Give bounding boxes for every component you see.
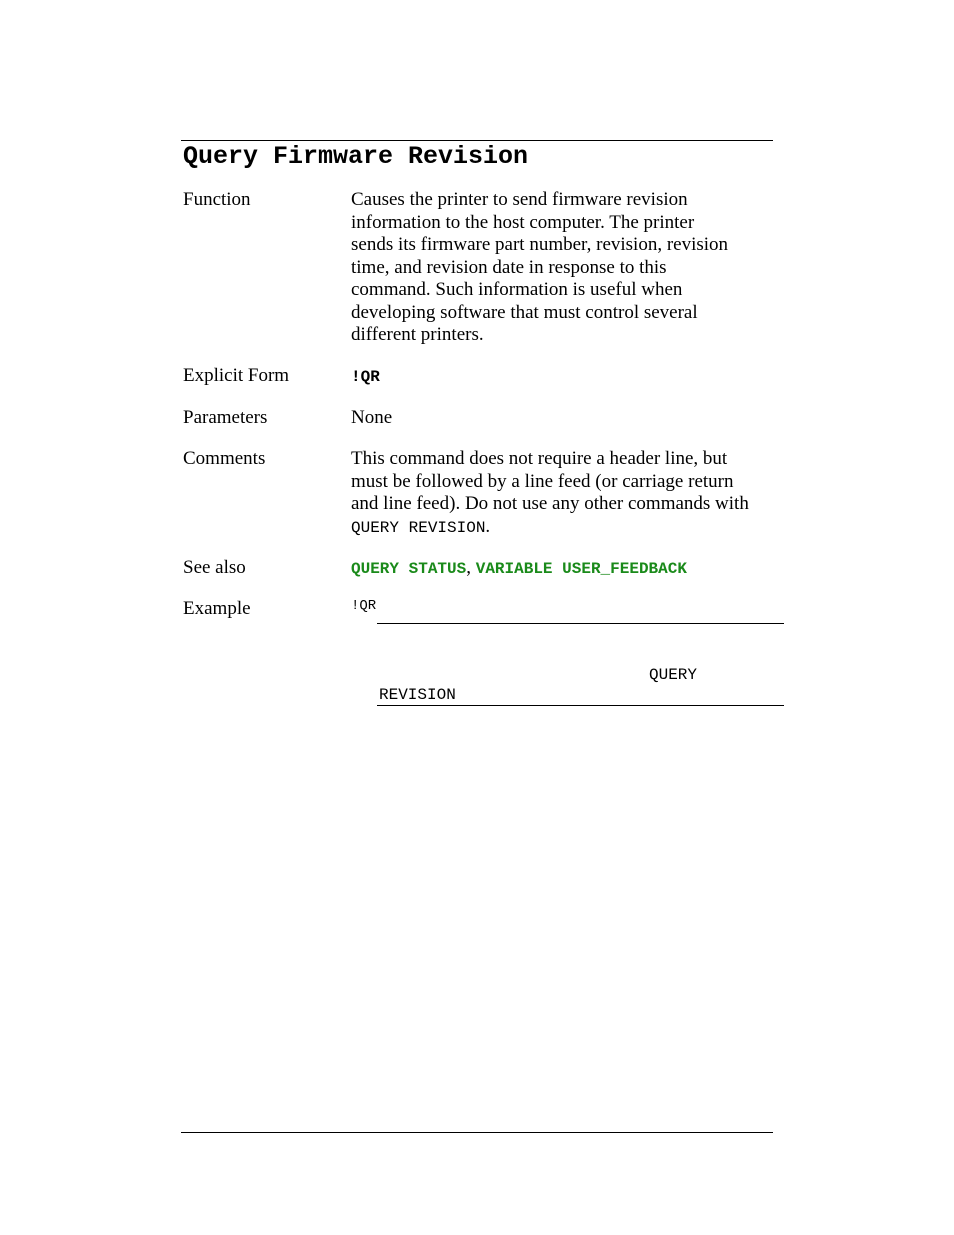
example-note-word: REVISION: [379, 686, 456, 704]
comments-label: Comments: [183, 448, 266, 469]
comments-line: must be followed by a line feed (or carriage return: [351, 470, 734, 492]
function-line: different printers.: [351, 324, 484, 345]
function-line: information to the host computer. The printer: [351, 211, 695, 233]
see-also-links: [351, 557, 791, 581]
see-also-separator: ,: [466, 557, 476, 578]
explicit-form-value: [351, 365, 791, 389]
function-line: command. Such information is useful when: [351, 279, 683, 300]
parameters-label: Parameters: [183, 407, 268, 428]
example-note-bottom-rule: [377, 705, 784, 706]
query-status-link[interactable]: QUERY STATUS: [351, 560, 467, 578]
example-code: !QR: [351, 598, 377, 614]
page-title: Query Firmware Revision: [183, 142, 529, 171]
comments-description: [351, 448, 791, 539]
comments-trailing: .: [485, 515, 491, 537]
example-note-top-rule: [377, 623, 784, 624]
bottom-rule: [181, 1132, 773, 1133]
explicit-form-code: !QR: [351, 368, 380, 386]
comments-line: This command does not require a header line, but: [351, 448, 728, 469]
variable-user-feedback-link[interactable]: VARIABLE USER_FEEDBACK: [475, 560, 687, 578]
comments-line: and line feed). Do not use any other commands with: [351, 493, 749, 514]
function-line: developing software that must control several: [351, 301, 698, 323]
parameters-value: None: [351, 407, 393, 428]
function-line: Causes the printer to send firmware revision: [351, 189, 688, 210]
comments-code-ref: QUERY REVISION: [351, 518, 486, 537]
example-label: Example: [183, 598, 251, 619]
function-line: sends its firmware part number, revision, revision: [351, 234, 729, 255]
see-also-label: See also: [183, 557, 246, 578]
function-label: Function: [183, 189, 251, 210]
function-description: [351, 189, 791, 347]
top-rule: [181, 140, 773, 141]
function-line: time, and revision date in response to this: [351, 256, 667, 278]
comments-line: [351, 516, 791, 540]
example-note-word: QUERY: [649, 666, 698, 684]
explicit-form-label: Explicit Form: [183, 365, 290, 386]
